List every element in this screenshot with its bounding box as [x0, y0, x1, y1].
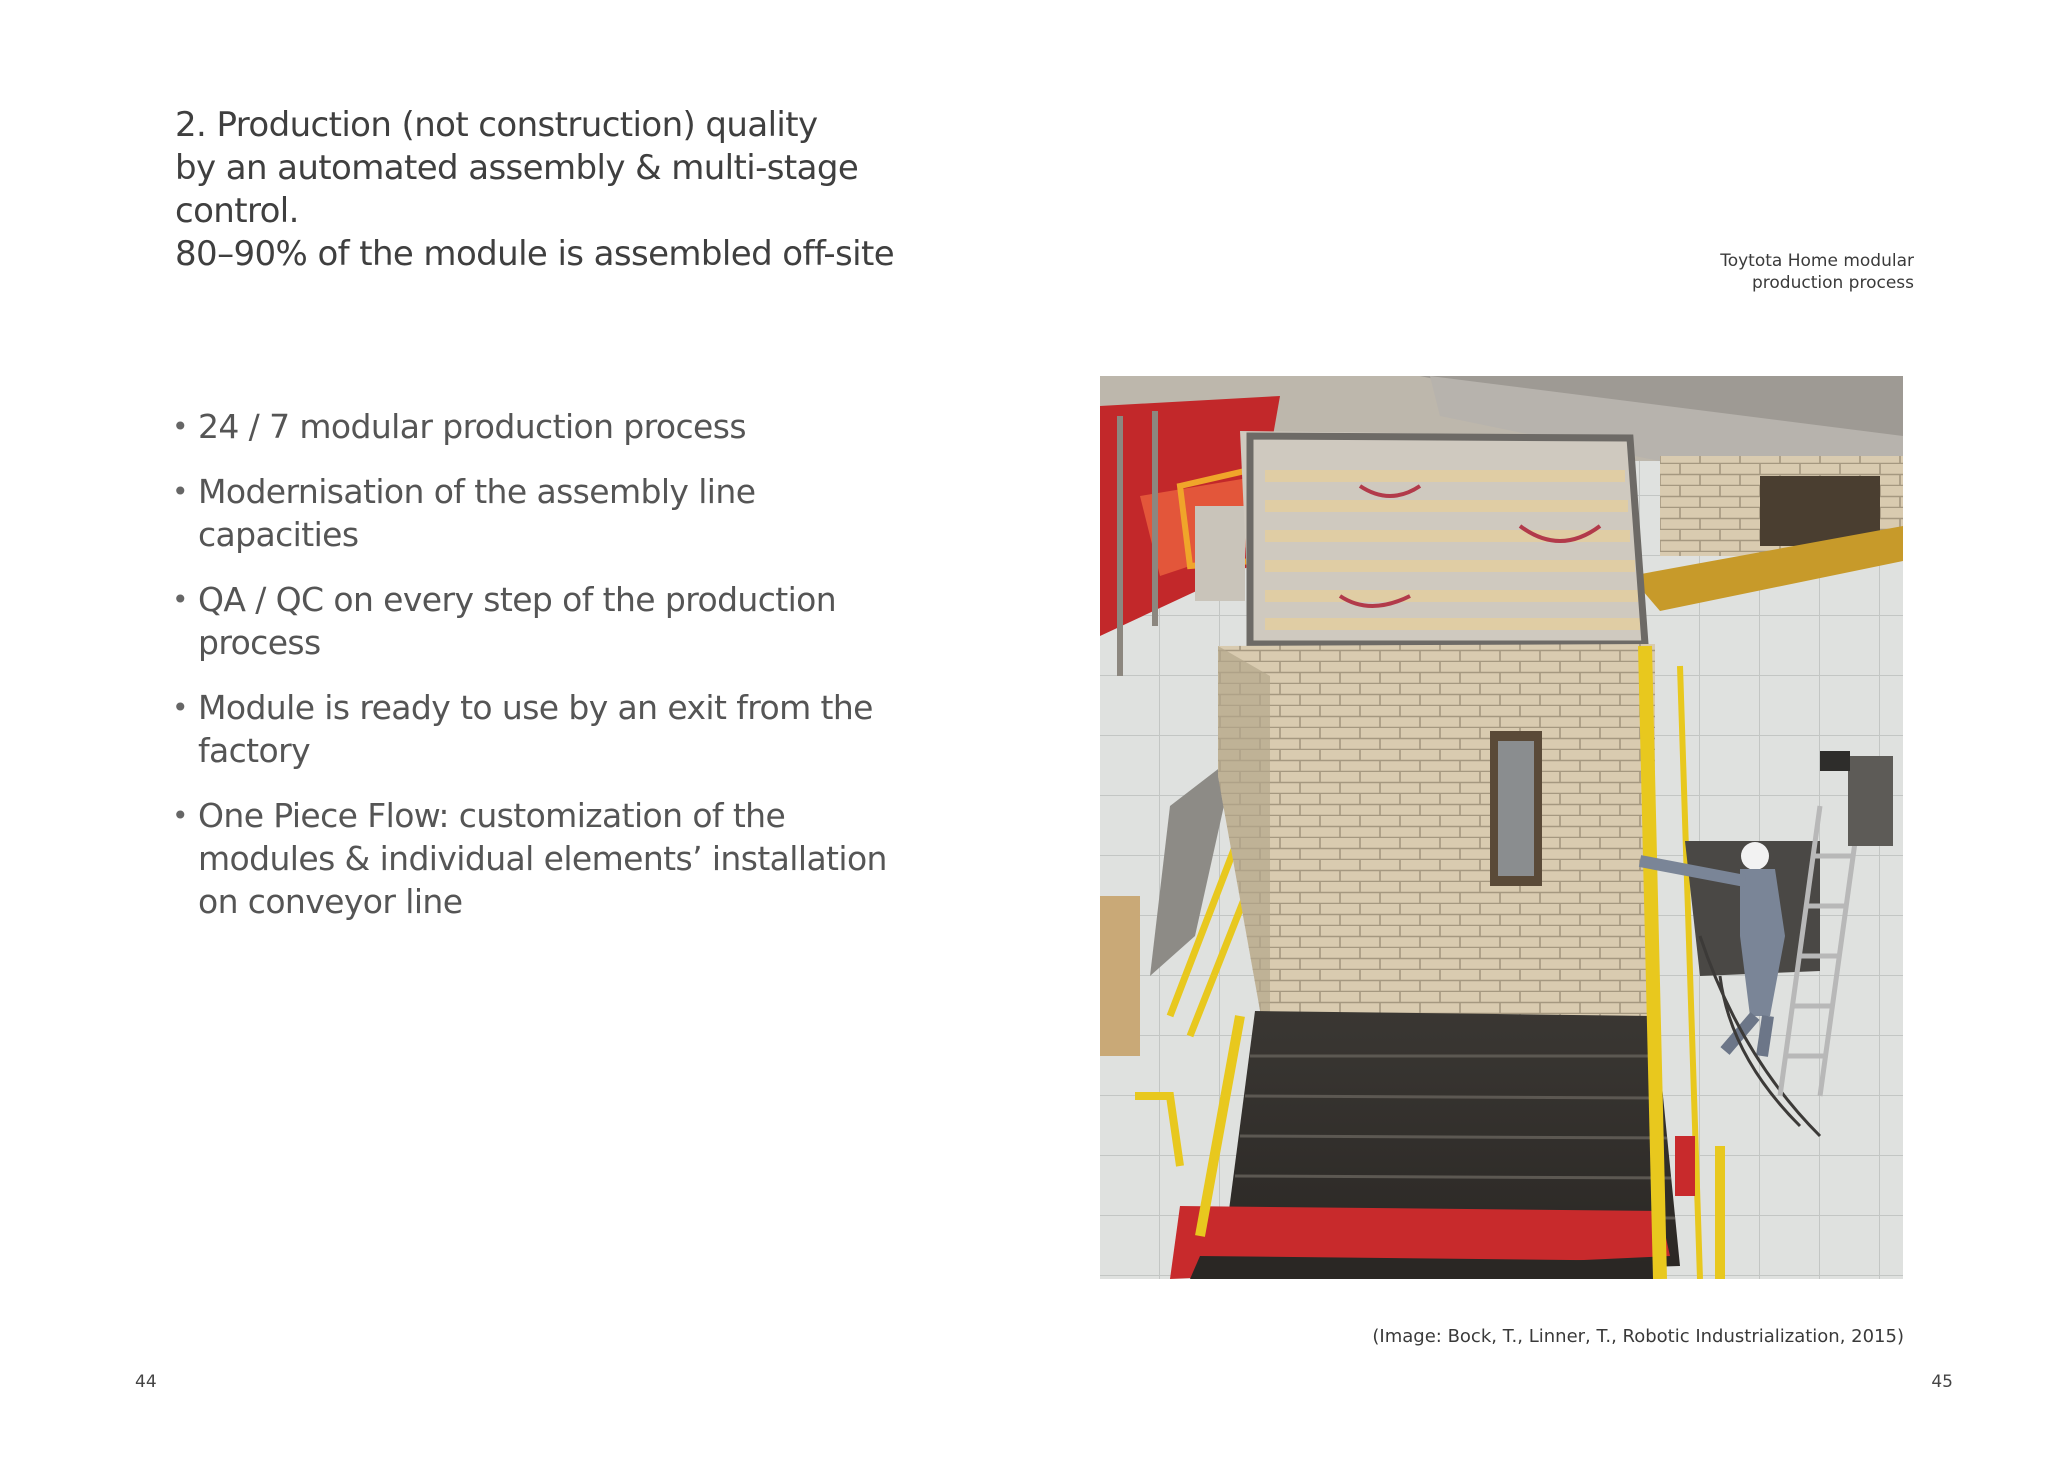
- bullet-text: One Piece Flow: customization of the: [198, 796, 786, 835]
- heading-line: 2. Production (not construction) quality: [175, 105, 818, 145]
- bullet-text: QA / QC on every step of the production: [198, 580, 837, 619]
- image-credit: (Image: Bock, T., Linner, T., Robotic Industrialization, 2015): [1372, 1326, 1904, 1347]
- brick-module-wall: [1218, 644, 1655, 1066]
- bullet-item: [170, 686, 873, 772]
- bullet-text: Module is ready to use by an exit from the: [198, 688, 873, 727]
- page-heading: [175, 104, 895, 276]
- heading-line: control.: [175, 191, 299, 231]
- heading-line: by an automated assembly & multi-stage: [175, 148, 859, 188]
- bullet-dot: •: [172, 410, 188, 443]
- heading-line: 80–90% of the module is assembled off-site: [175, 234, 895, 274]
- factory-illustration: [1100, 376, 1903, 1279]
- bullet-list: [170, 405, 887, 945]
- bullet-text: Modernisation of the assembly line: [198, 472, 756, 511]
- bullet-text: factory: [198, 731, 311, 770]
- bullet-item: [170, 794, 887, 923]
- page-number-right: 45: [1931, 1372, 1953, 1392]
- bullet-dot: •: [172, 475, 188, 508]
- bullet-item: [170, 578, 870, 664]
- caption-line: Toytota Home modular: [1720, 251, 1914, 271]
- image-caption: [1720, 250, 1914, 294]
- caption-line: production process: [1751, 273, 1914, 293]
- bullet-dot: •: [172, 583, 188, 616]
- bullet-text: capacities: [198, 515, 359, 554]
- bullet-text: process: [198, 623, 321, 662]
- bullet-dot: •: [172, 799, 188, 832]
- bullet-item: [170, 405, 870, 448]
- bullet-text: modules & individual elements’ installation: [198, 839, 887, 878]
- bullet-dot: •: [172, 691, 188, 724]
- bullet-text: on conveyor line: [198, 882, 463, 921]
- bullet-text: 24 / 7 modular production process: [198, 407, 746, 446]
- page-number-left: 44: [135, 1372, 157, 1392]
- bullet-item: [170, 470, 870, 556]
- factory-photo: [1100, 376, 1903, 1279]
